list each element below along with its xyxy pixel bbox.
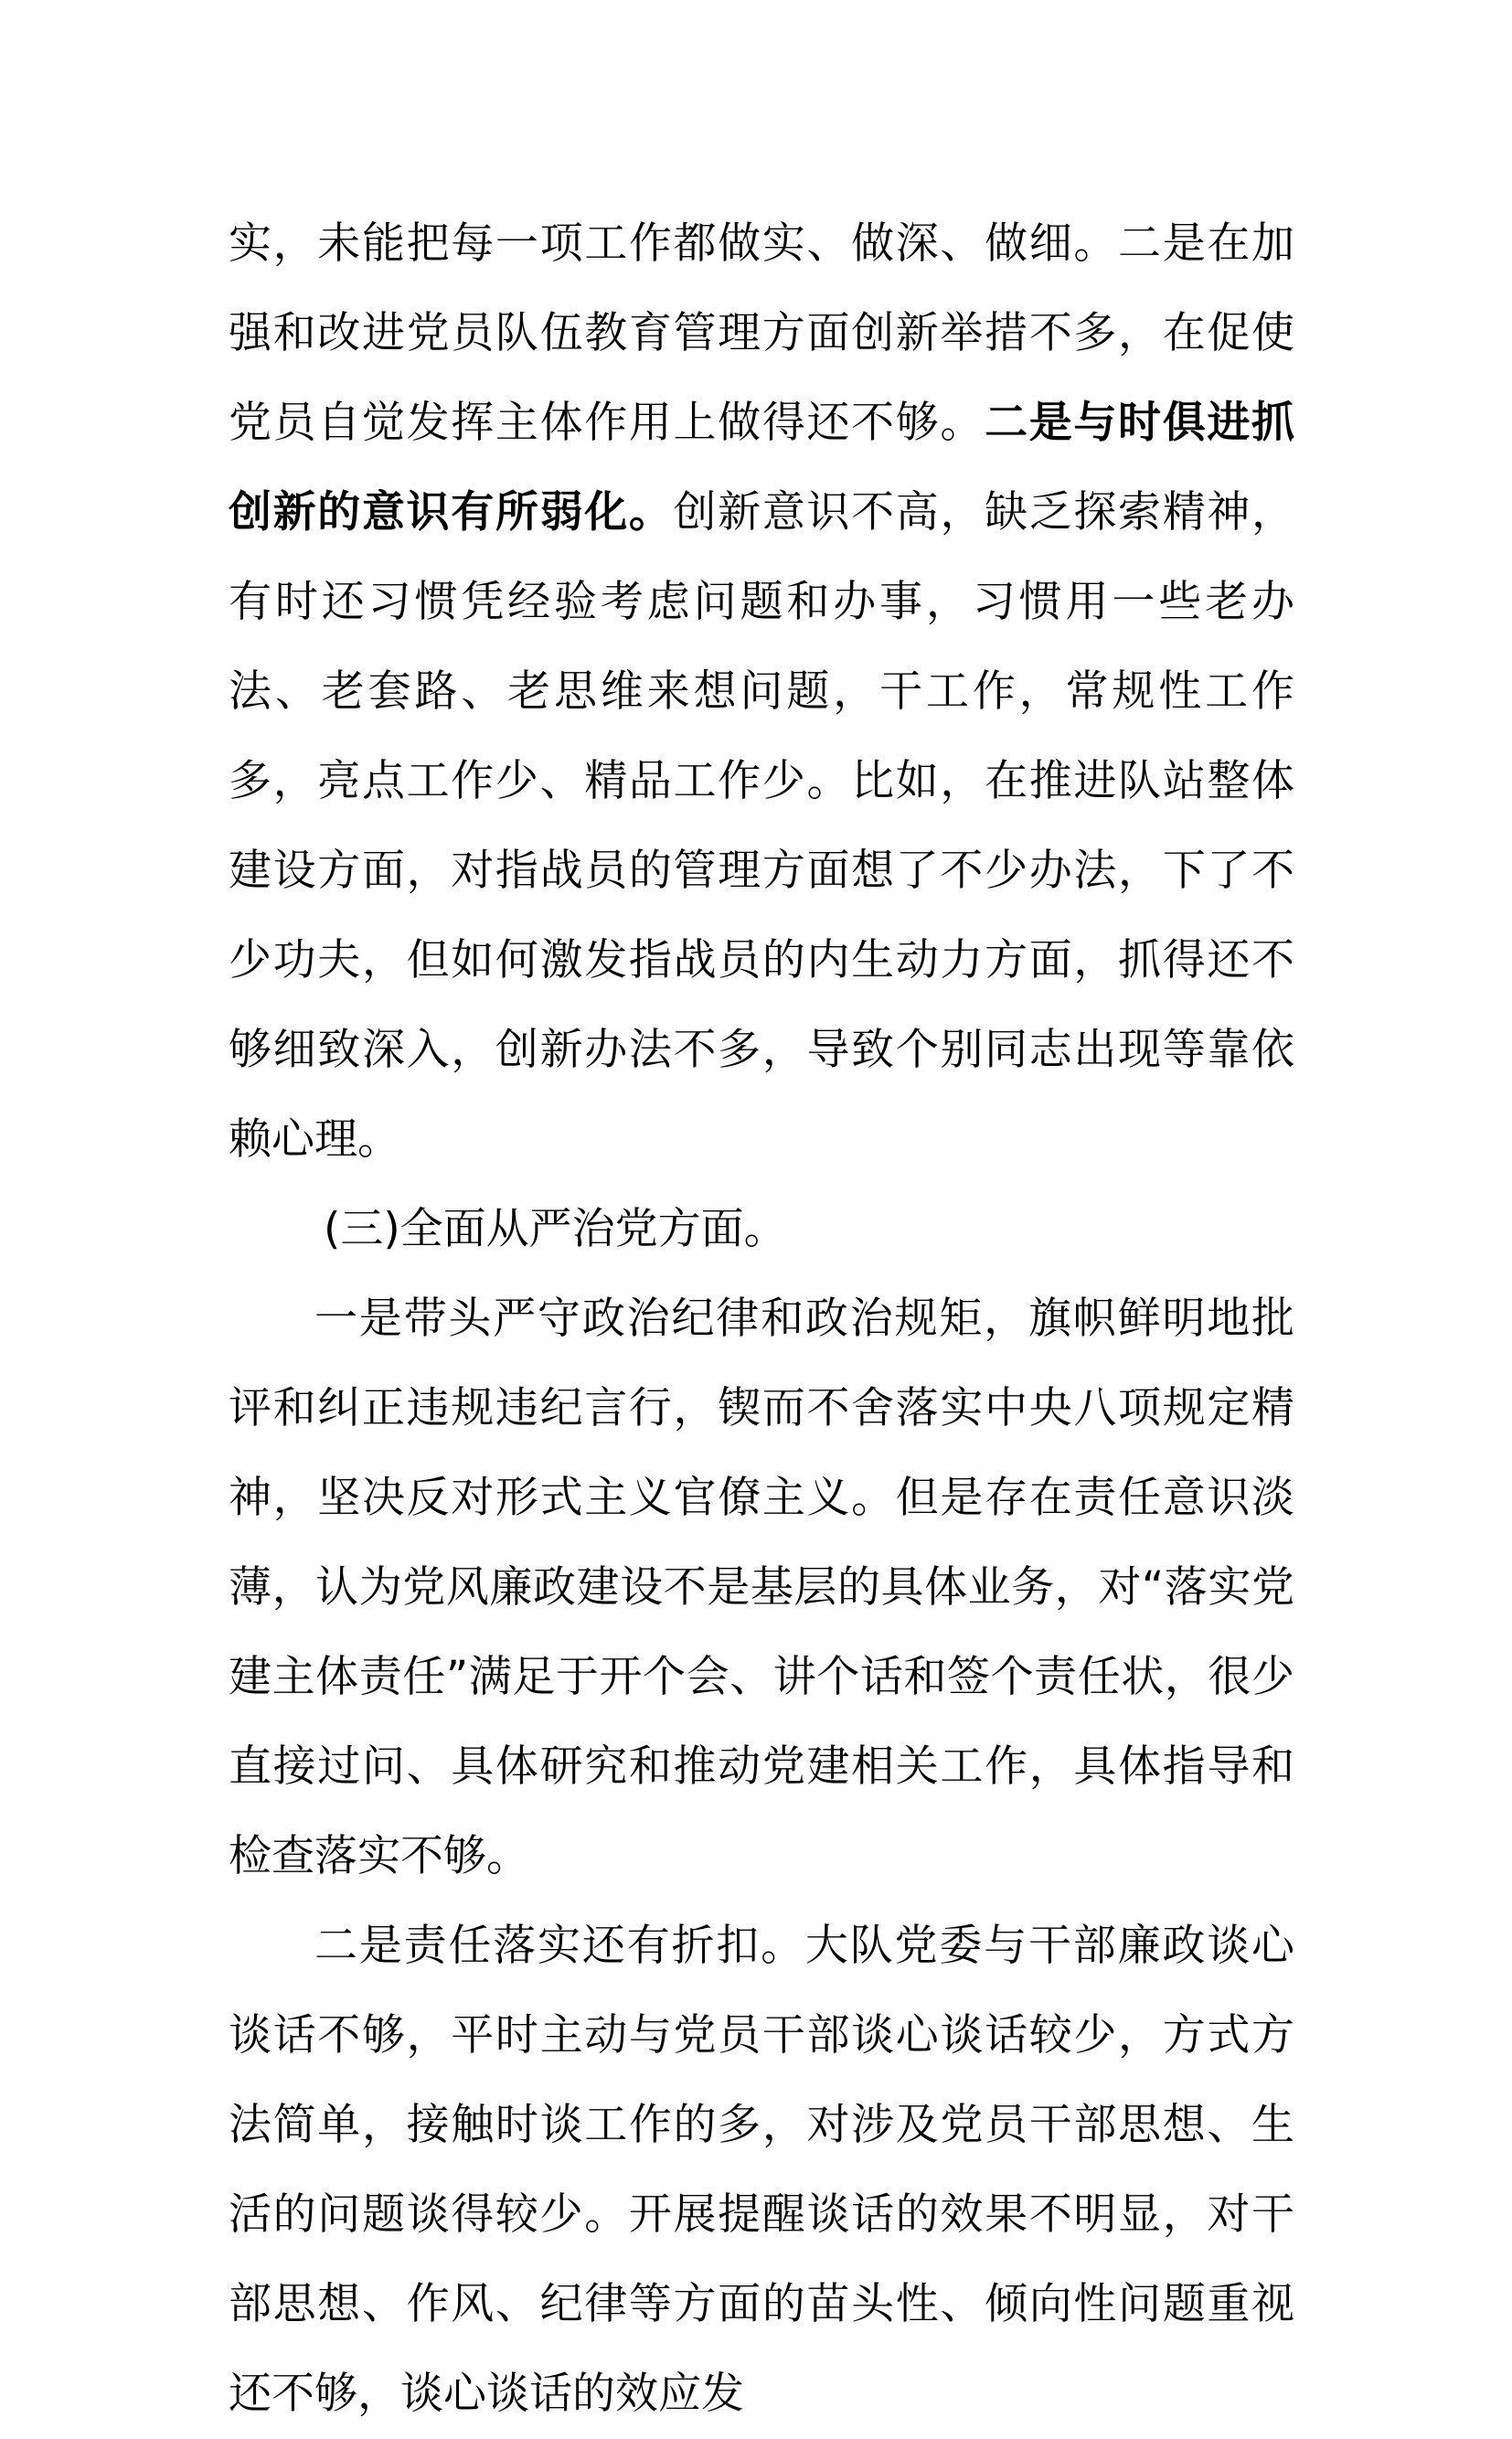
paragraph: 二是责任落实还有折扣。大队党委与干部廉政谈心谈话不够，平时主动与党员干部谈心谈话较少，方式方法简单，接触时谈工作的多，对涉及党员干部思想、生活的问题谈得较少。开展提醒谈话的效果不明显，对干部思想、作风、纪律等方面的苗头性、倾向性问题重视还不够，谈心谈话的效应发 bbox=[229, 1921, 1294, 2419]
paragraph-continued bbox=[229, 199, 1294, 1185]
paragraph: 一是带头严守政治纪律和政治规矩，旗帜鲜明地批评和纠正违规违纪言行，锲而不舍落实中央八项规定精神，坚决反对形式主义官僚主义。但是存在责任意识淡薄，认为党风廉政建设不是基层的具体业务，对“落实党建主体责任”满足于开个会、讲个话和签个责任状，很少直接过问、具体研究和推动党建相关工作，具体指导和检查落实不够。 bbox=[229, 1294, 1294, 1881]
section-heading: (三)全面从严治党方面。 bbox=[324, 1204, 787, 1254]
paragraph-text: 实，未能把每一项工作都做实、做深、做细。二是在加强和改进党员队伍教育管理方面创新举措不多，在促使党员自觉发挥主体作用上做得还不够。 bbox=[229, 218, 1294, 448]
document-page bbox=[229, 199, 1294, 2439]
paragraph-text: 创新意识不高，缺乏探索精神，有时还习惯凭经验考虑问题和办事，习惯用一些老办法、老套路、老思维来想问题，干工作，常规性工作多，亮点工作少、精品工作少。比如，在推进队站整体建设方面，对指战员的管理方面想了不少办法，下了不少功夫，但如何激发指战员的内生动力方面，抓得还不够细致深入，创新办法不多，导致个别同志出现等靠依赖心理。 bbox=[229, 487, 1295, 1165]
bold-heading: 二是与时俱进抓创新的意识有所弱化。 bbox=[229, 398, 1295, 538]
